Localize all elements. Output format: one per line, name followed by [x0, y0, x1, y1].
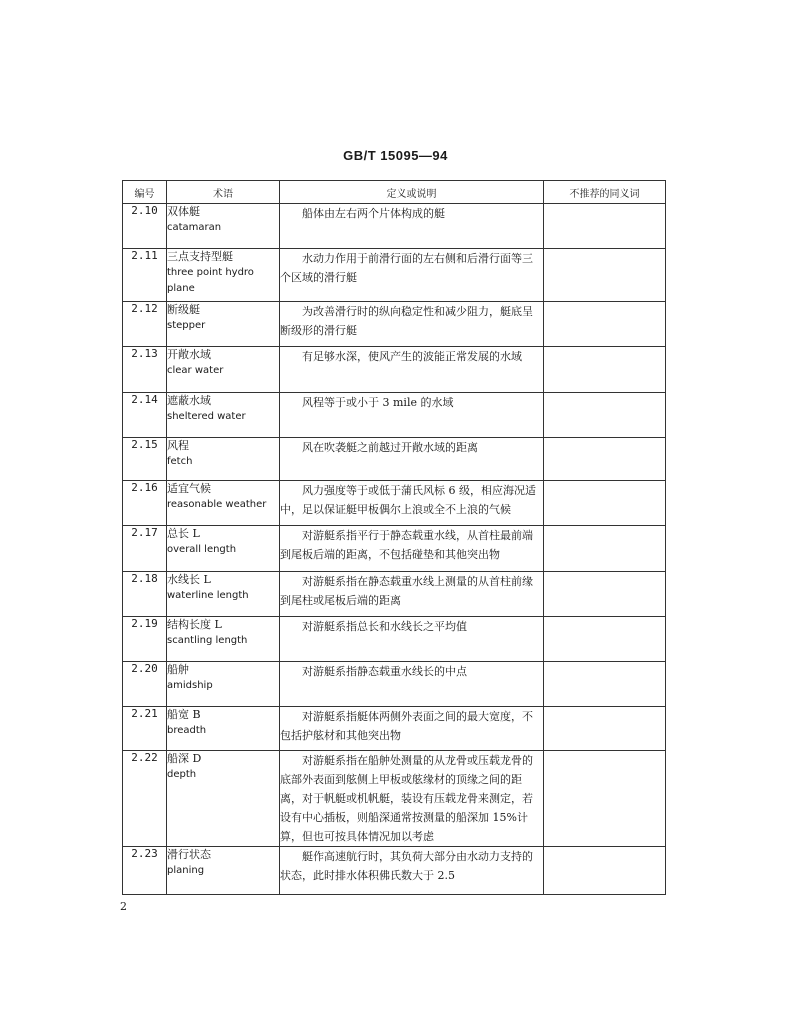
term-number: 2.15 — [123, 438, 167, 481]
term-chinese: 船舯 — [167, 663, 189, 676]
definition-cell — [280, 617, 544, 662]
definition-cell — [280, 347, 544, 393]
table-row — [123, 526, 666, 572]
term-number: 2.19 — [123, 617, 167, 662]
definition-cell — [280, 572, 544, 617]
table-row — [123, 662, 666, 707]
definition-text: 对游艇系指平行于静态载重水线，从首柱最前端到尾板后端的距离，不包括碰垫和其他突出物 — [280, 529, 533, 561]
terms-table — [122, 180, 666, 895]
definition-text: 船体由左右两个片体构成的艇 — [302, 207, 445, 220]
definition-cell — [280, 481, 544, 526]
term-number: 2.14 — [123, 393, 167, 438]
term-english: stepper — [167, 320, 206, 331]
table-row — [123, 204, 666, 249]
term-cell — [167, 662, 280, 707]
deprecated-synonym-cell — [544, 662, 666, 707]
deprecated-synonym-cell — [544, 438, 666, 481]
term-cell — [167, 572, 280, 617]
definition-text: 水动力作用于前滑行面的左右侧和后滑行面等三个区域的滑行艇 — [280, 252, 533, 284]
term-english: depth — [167, 769, 197, 780]
column-header-term: 术语 — [167, 181, 280, 204]
definition-cell — [280, 526, 544, 572]
deprecated-synonym-cell — [544, 707, 666, 751]
table-header-row — [123, 181, 666, 204]
definition-text: 风力强度等于或低于蒲氏风标 6 级，相应海况适中，足以保证艇甲板偶尔上浪或全不上浪的气候 — [280, 484, 536, 516]
term-english: waterline length — [167, 590, 249, 601]
table-row — [123, 572, 666, 617]
term-cell — [167, 204, 280, 249]
term-cell — [167, 617, 280, 662]
definition-cell — [280, 438, 544, 481]
table-row — [123, 302, 666, 347]
definition-cell — [280, 302, 544, 347]
definition-cell — [280, 393, 544, 438]
term-cell — [167, 847, 280, 895]
definition-cell — [280, 662, 544, 707]
term-english: scantling length — [167, 635, 248, 646]
term-cell — [167, 526, 280, 572]
term-cell — [167, 481, 280, 526]
definition-cell — [280, 847, 544, 895]
deprecated-synonym-cell — [544, 393, 666, 438]
term-chinese: 适宜气候 — [167, 482, 211, 495]
term-number: 2.20 — [123, 662, 167, 707]
term-english: fetch — [167, 456, 193, 467]
definition-text: 对游艇系指在船舯处测量的从龙骨或压载龙骨的底部外表面到舷侧上甲板或舷缘材的顶缘之间的距离，对于帆艇或机帆艇，装设有压载龙骨来测定，若设有中心插板，则船深通常按测量的船深加 15%计算，但也可按具体情况加以考虑 — [280, 754, 533, 843]
term-number: 2.18 — [123, 572, 167, 617]
table-row — [123, 481, 666, 526]
term-cell — [167, 751, 280, 847]
deprecated-synonym-cell — [544, 249, 666, 302]
term-number: 2.23 — [123, 847, 167, 895]
term-cell — [167, 438, 280, 481]
term-english: plane — [167, 283, 195, 294]
definition-cell — [280, 751, 544, 847]
definition-text: 对游艇系指在静态载重水线上测量的从首柱前缘到尾柱或尾板后端的距离 — [280, 575, 533, 607]
definition-cell — [280, 249, 544, 302]
term-chinese: 水线长 L — [167, 573, 211, 586]
deprecated-synonym-cell — [544, 302, 666, 347]
deprecated-synonym-cell — [544, 847, 666, 895]
term-number: 2.21 — [123, 707, 167, 751]
term-chinese: 船深 D — [167, 752, 202, 765]
term-chinese: 总长 L — [167, 527, 200, 540]
term-english: overall length — [167, 544, 237, 555]
term-english: breadth — [167, 725, 207, 736]
table-row — [123, 249, 666, 302]
term-cell — [167, 347, 280, 393]
deprecated-synonym-cell — [544, 617, 666, 662]
definition-text: 有足够水深，使风产生的波能正常发展的水域 — [302, 350, 522, 363]
definition-text: 对游艇系指艇体两侧外表面之间的最大宽度，不包括护舷材和其他突出物 — [280, 710, 533, 742]
term-number: 2.16 — [123, 481, 167, 526]
column-header-deprecated: 不推荐的同义词 — [544, 181, 666, 204]
deprecated-synonym-cell — [544, 526, 666, 572]
term-chinese: 滑行状态 — [167, 848, 211, 861]
term-number: 2.13 — [123, 347, 167, 393]
term-chinese: 断级艇 — [167, 303, 200, 316]
term-chinese: 遮蔽水域 — [167, 394, 211, 407]
term-cell — [167, 249, 280, 302]
term-chinese: 双体艇 — [167, 205, 200, 218]
term-chinese: 开敞水域 — [167, 348, 211, 361]
column-header-definition: 定义或说明 — [280, 181, 544, 204]
deprecated-synonym-cell — [544, 481, 666, 526]
deprecated-synonym-cell — [544, 572, 666, 617]
definition-text: 风程等于或小于 3 mile 的水域 — [302, 396, 454, 409]
term-number: 2.22 — [123, 751, 167, 847]
table-row — [123, 347, 666, 393]
deprecated-synonym-cell — [544, 751, 666, 847]
term-english: catamaran — [167, 222, 222, 233]
definition-text: 对游艇系指总长和水线长之平均值 — [302, 620, 467, 633]
definition-text: 风在吹袭艇之前越过开敞水域的距离 — [302, 441, 478, 454]
table-row — [123, 751, 666, 847]
term-number: 2.11 — [123, 249, 167, 302]
page-number: 2 — [120, 900, 127, 913]
definition-text: 对游艇系指静态载重水线长的中点 — [302, 665, 467, 678]
term-chinese: 风程 — [167, 439, 189, 452]
term-english: amidship — [167, 680, 213, 691]
definition-cell — [280, 204, 544, 249]
term-number: 2.17 — [123, 526, 167, 572]
term-chinese: 三点支持型艇 — [167, 250, 233, 263]
deprecated-synonym-cell — [544, 204, 666, 249]
definition-text: 为改善滑行时的纵向稳定性和减少阻力，艇底呈断级形的滑行艇 — [280, 305, 533, 337]
table-row — [123, 847, 666, 895]
table-row — [123, 393, 666, 438]
term-chinese: 船宽 B — [167, 708, 201, 721]
table-row — [123, 707, 666, 751]
table-row — [123, 438, 666, 481]
table-row — [123, 617, 666, 662]
term-number: 2.10 — [123, 204, 167, 249]
term-cell — [167, 302, 280, 347]
term-cell — [167, 393, 280, 438]
term-english: clear water — [167, 365, 224, 376]
term-number: 2.12 — [123, 302, 167, 347]
deprecated-synonym-cell — [544, 347, 666, 393]
definition-cell — [280, 707, 544, 751]
term-english: planing — [167, 865, 205, 876]
term-english: three point hydro — [167, 267, 254, 278]
term-cell — [167, 707, 280, 751]
column-header-number: 编号 — [123, 181, 167, 204]
page-header: GB/T 15095—94 — [343, 148, 448, 163]
definition-text: 艇作高速航行时，其负荷大部分由水动力支持的状态，此时排水体积佛氏数大于 2.5 — [280, 850, 533, 882]
term-english: reasonable weather — [167, 499, 267, 510]
term-chinese: 结构长度 L — [167, 618, 222, 631]
term-english: sheltered water — [167, 411, 246, 422]
